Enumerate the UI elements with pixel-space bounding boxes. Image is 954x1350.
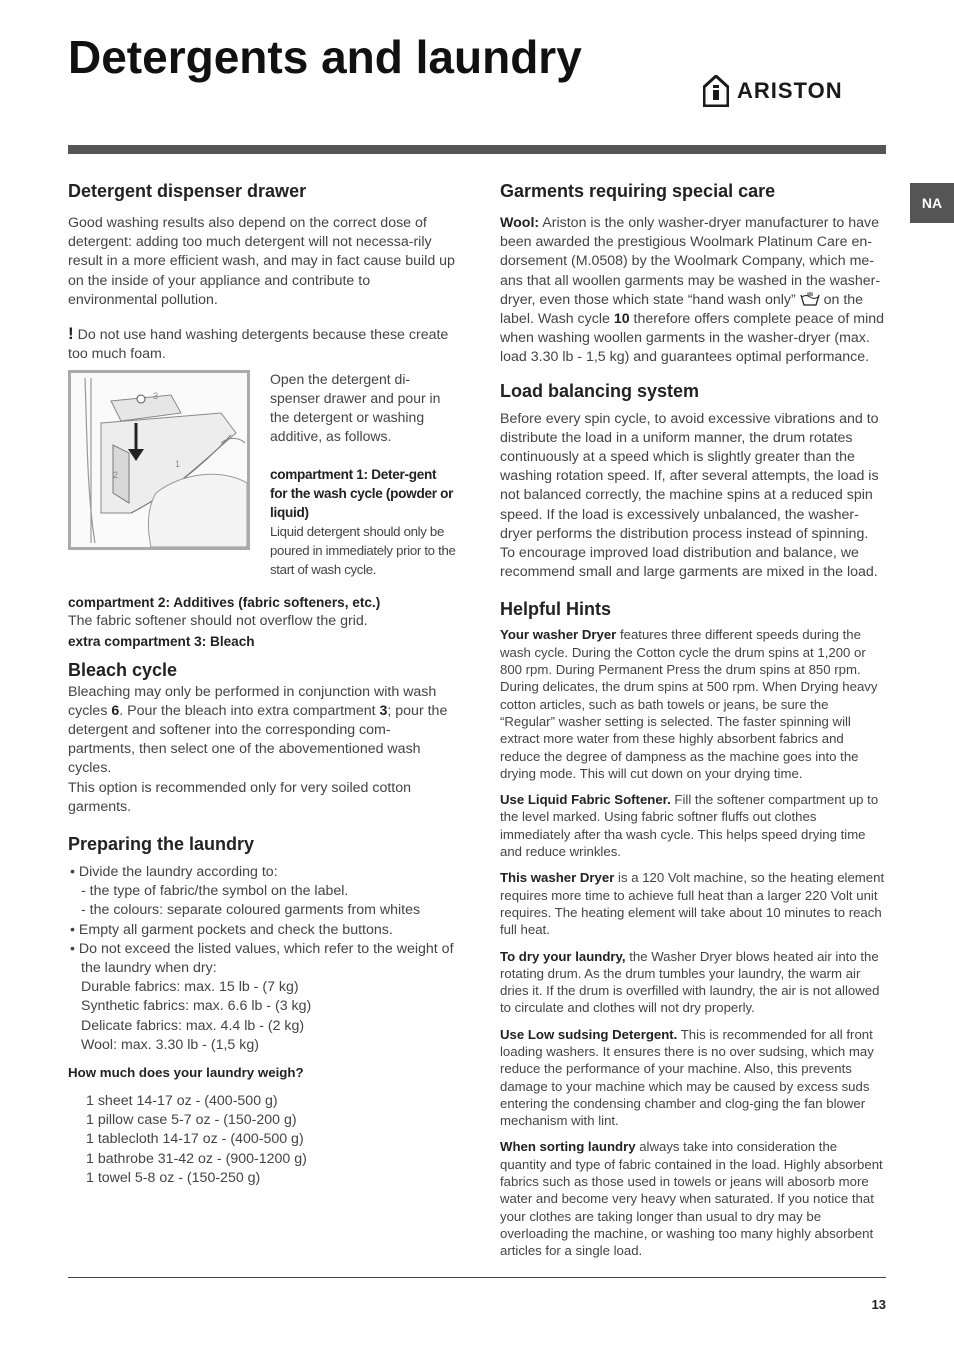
compartment-2-note: The fabric softener should not overflow the grid. [68,613,368,630]
wool-text: Wool: Ariston is the only washer-dryer manufacturer to have been awarded the prestigious Woolmark Platinum Care en-dorsement (M.0508) by the Woolmark Company, which me-ans that all woollen garments may be washed in the washer-dryer, even those which state “hand wash only” on the label. Wash cycle 10 therefore offers complete peace of mind when washing woollen garments in the washer-dryer (max. load 3.30 lb - 1,5 kg) and guarantees optimal performance. [500,215,885,366]
detergent-warning: ! Do not use hand washing detergents because these create too much foam. [68,324,449,363]
hint-item: When sorting laundry always take into consideration the quantity and type of fabric contained in the load. Highly absorbent fabrics such as those used in towels or jeans will abosorb more water and become very heavy when saturated. If you notice that your clothes are taking longer than usual to dry may be overloading the machine, or washing too many highly absorbent articles for a single load. [500,1139,883,1259]
bleach-heading: Bleach cycle [68,659,178,680]
bleach-recommendation: This option is recommended only for very soiled cotton garments. [68,779,412,815]
detergent-drawer-icon [71,373,247,547]
label-compartment-2: 2 [113,470,119,481]
list-item: 1 bathrobe 31-42 oz - (900-1200 g) [86,1150,307,1167]
brand-logo [703,74,843,108]
hint-item: Your washer Dryer features three different speeds during the wash cycle. During the Cotton cycle the drum spins at 1,200 or 800 rpm. During Permanent Press the drum spins at 850 rpm. During delicates, the drum spins at 500 rpm. When Drying heavy cotton articles, such as bath towels or jeans, be sure the “Regular” washer setting is selected. The faster spinning will extract more water from these highly absorbent fabrics and reduce the degree of dampness as the machine goes into the drying mode. This will cut down on your drying time. [500,627,878,781]
hint-item: This washer Dryer is a 120 Volt machine, so the heating element requires more time to achieve full heat than a larger 220 Volt unit requires. The heating element will take about 10 minutes to reach full heat. [500,870,885,938]
list-item: • Divide the laundry according to: [70,864,278,881]
list-item: • Empty all garment pockets and check the buttons. [70,921,393,938]
list-subitem: - the type of fabric/the symbol on the label. [81,883,349,900]
list-subitem: - the colours: separate coloured garments from whites [81,902,421,919]
preparing-heading: Preparing the laundry [68,834,255,855]
drawer-section [68,370,456,579]
drawer-instructions [270,370,456,579]
open-drawer-text: Open the detergent di-spenser drawer and pour in the detergent or washing additive, as follows. [270,371,441,445]
hand-wash-icon [800,292,820,306]
bleach-text: Bleaching may only be performed in conjunction with wash cycles 6. Pour the bleach into extra compartment 3; pour the detergent and softener into the corresponding com-partments, then select one of the abovementioned wash cycles. [68,683,448,777]
compartment-2-title: compartment 2: Additives (fabric softeners, etc.) [68,595,381,611]
page-number: 13 [871,1297,886,1312]
hint-item: To dry your laundry, the Washer Dryer blows heated air into the rotating drum. As the drum tumbles your laundry, the warm air dries it. If the drum is overfilled with laundry, the air is not allowed to circulate and clothes will not dry properly. [500,948,880,1016]
list-item: 1 sheet 14-17 oz - (400-500 g) [86,1093,278,1110]
page-title: Detergents and laundry [68,31,582,83]
list-item: 1 tablecloth 14-17 oz - (400-500 g) [86,1131,304,1148]
limit-synthetic: Synthetic fabrics: max. 6.6 lb - (3 kg) [81,998,312,1015]
house-logo-icon [703,75,729,107]
compartment-1-note: Liquid detergent should only be poured in immediately prior to the start of wash cycle. [270,524,456,578]
weigh-title: How much does your laundry weigh? [68,1065,304,1081]
right-column [500,178,886,1269]
list-item: • Do not exceed the listed values, which refer to the weight of the laundry when dry: [70,940,454,977]
brand-name: ARISTON [737,78,843,103]
label-compartment-3: 3 [153,391,159,402]
helpful-hints-heading: Helpful Hints [500,599,611,620]
hint-item: Use Liquid Fabric Softener. Fill the softener compartment up to the level marked. Using fabric softner fluffs out clothes immediately after tha wash cycle. This helps speed drying time and reduce wrinkles. [500,792,879,860]
load-balancing-text: Before every spin cycle, to avoid excessive vibrations and to distribute the load in a uniform manner, the drum rotates continuously at a speed which is slightly greater than the washing rotation speed. If, after several attempts, the load is not balanced correctly, the machine spins at a reduced spin speed. If the load is excessively unbalanced, the washer-dryer performs the distribution process instead of spinning. To encourage improved load distribution and balance, we recommend small and large garments are mixed in the load. [500,410,879,581]
load-balancing-heading: Load balancing system [500,380,700,401]
compartment-3-title: extra compartment 3: Bleach [68,633,255,649]
list-item: 1 pillow case 5-7 oz - (150-200 g) [86,1112,297,1129]
preparing-list [68,863,456,882]
header-bar [68,145,886,154]
compartment-1-title: compartment 1: Deter-gent for the wash cycle (powder or liquid) [270,467,454,521]
left-column [68,178,456,1188]
detergent-intro: Good washing results also depend on the correct dose of detergent: adding too much detergent will not necessa-rily result in a more efficient wash, and may in fact cause build up on the inside of your appliance and contribute to environmental pollution. [68,215,455,308]
weight-list [68,1092,456,1188]
limit-wool: Wool: max. 3.30 lb - (1,5 kg) [81,1036,259,1053]
detergent-drawer-heading: Detergent dispenser drawer [68,181,307,201]
drawer-illustration [68,370,250,550]
footer-rule [68,1277,886,1278]
limit-delicate: Delicate fabrics: max. 4.4 lb - (2 kg) [81,1017,305,1034]
limit-durable: Durable fabrics: max. 15 lb - (7 kg) [81,979,299,996]
label-compartment-1: 1 [175,459,181,470]
hint-item: Use Low sudsing Detergent. This is recommended for all front loading washers. It ensures there is no over sudsing, which may reduce the performance of your machine. Also, this prevents damage to your machine which may be caused by excess suds entering the condensing chamber and clog-ging the fan blower mechanism with lint. [500,1026,874,1129]
special-care-heading: Garments requiring special care [500,181,776,201]
list-item: 1 towel 5-8 oz - (150-250 g) [86,1169,261,1186]
warning-mark: ! [68,324,74,344]
language-tab: NA [910,183,954,223]
